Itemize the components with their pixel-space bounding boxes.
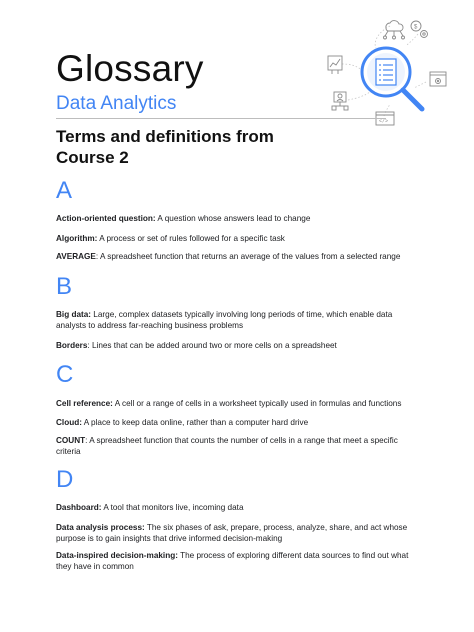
svg-text:$: $ — [414, 24, 418, 31]
browser-settings-icon — [430, 72, 446, 86]
section-letter-c: C — [56, 361, 74, 388]
entry-definition: A process or set of rules followed for a specific task — [97, 234, 285, 243]
entry-term: Big data: — [56, 310, 92, 319]
cloud-network-icon — [384, 21, 405, 39]
entry-term: AVERAGE — [56, 252, 96, 261]
entry-term: Cell reference: — [56, 399, 113, 408]
section-letter-d: D — [56, 466, 74, 493]
entry-term: Dashboard: — [56, 503, 102, 512]
entry-term: Algorithm: — [56, 234, 98, 243]
entry-definition: A place to keep data online, rather than a computer hard drive — [81, 418, 309, 427]
glossary-entry — [56, 503, 418, 514]
glossary-entry — [56, 341, 418, 352]
entry-term: Data analysis process: — [56, 523, 145, 532]
data-analytics-illustration — [318, 12, 450, 130]
page-subtitle: Data Analytics — [56, 93, 177, 114]
entry-definition: A cell or a range of cells in a worksheet typically used in formulas and functions — [112, 399, 402, 408]
entry-term: Cloud: — [56, 418, 82, 427]
entry-term: COUNT — [56, 436, 86, 445]
user-org-icon — [332, 92, 348, 110]
section-letter-a: A — [56, 177, 73, 204]
glossary-entry — [56, 252, 418, 263]
header-divider — [56, 118, 386, 119]
page-title: Glossary — [56, 48, 204, 89]
glossary-entry — [56, 523, 418, 544]
chart-icon — [328, 56, 342, 74]
glossary-entry — [56, 436, 418, 457]
entry-definition: : A spreadsheet function that returns an average of the values from a selected range — [95, 252, 401, 261]
glossary-entry — [56, 234, 418, 245]
glossary-entry — [56, 214, 418, 225]
money-gear-icon — [411, 21, 428, 38]
entry-definition: : A spreadsheet function that counts the number of cells in a range that meet a specific criteria — [56, 436, 398, 456]
entry-definition: The six phases of ask, prepare, process, analyze, share, and act whose purpose is to gain insights that drive informed decision-making — [56, 523, 408, 543]
glossary-entry — [56, 310, 418, 331]
glossary-entry — [56, 399, 418, 410]
entry-definition: The process of exploring different data sources to find out what they have in common — [56, 551, 409, 571]
entry-term: Action-oriented question: — [56, 214, 156, 223]
section-letter-b: B — [56, 273, 73, 300]
entry-definition: : Lines that can be added around two or more cells on a spreadsheet — [87, 341, 337, 350]
section-heading: Terms and definitions from Course 2 — [56, 127, 274, 167]
glossary-entry — [56, 418, 418, 429]
glossary-entry — [56, 551, 418, 572]
svg-text:</>: </> — [379, 118, 389, 125]
entry-definition: A tool that monitors live, incoming data — [101, 503, 244, 512]
entry-definition: Large, complex datasets typically involving long periods of time, which enable data analysts to address far-reaching business problems — [56, 310, 393, 330]
entry-term: Borders — [56, 341, 88, 350]
magnifier-list-icon — [362, 48, 422, 109]
entry-term: Data-inspired decision-making: — [56, 551, 178, 560]
entry-definition: A question whose answers lead to change — [155, 214, 311, 223]
